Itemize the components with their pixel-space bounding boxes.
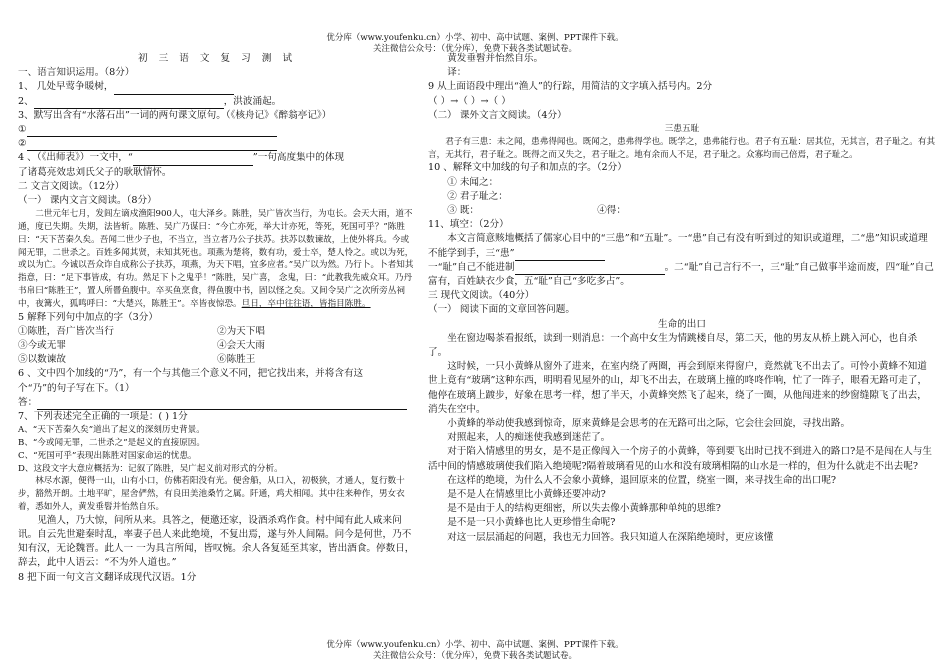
- answer-blank[interactable]: [515, 248, 605, 261]
- question-9: 9 从上面语段中理出“渔人”的行踪，用简洁的文字填入括号内。2分: [428, 81, 713, 93]
- question-3-line-a: ①: [18, 123, 416, 137]
- right-column: [428, 52, 936, 545]
- question-8: 8 把下面一句文言文翻译成现代汉语。1分: [18, 571, 197, 583]
- article-paragraph: 这时候，一只小黄蜂从窗外了进来，在室内绕了两圈，再会到原来得窗户，竟然就飞不出去了。可怜小黄蜂不知道世上竟有“玻璃”这种东西，明明看见屋外的山，却飞不出去，在玻璃上撞的咚咚作响，忙了一阵子，眼看无路可走了，他停在玻璃上踱步，好象在思考一样，想了半天，小黄蜂突然飞了起来，绕了一圈，从他闯进来的纱窗缝隙飞了出去，消失在空中。: [428, 361, 928, 415]
- article-paragraph: 坐在窗边喝茶看报纸，读到一则消息：一个高中女生为情跳楼自尽，第二天，他的男友从桥上跳入河心，也自杀了。: [428, 332, 918, 359]
- answer-blank[interactable]: [133, 153, 253, 166]
- answer-blank[interactable]: [34, 96, 224, 109]
- passage-taohuayuan-1: 林尽水源，便得一山，山有小口，仿佛若阳没有光。便舍船，从口入，初极狭，才通人，复行数十步，豁然开朗。土地平旷，屋舍俨然，有良田美池桑竹之属。阡通，鸡犬相闻。其中往来种作，男女衣着，悉如外人，黄发垂髫并怡然自乐。: [18, 476, 405, 513]
- subsection-3-1-heading: （一） 阅读下面的文章回答问题。: [428, 304, 575, 316]
- question-6-cont: 个“乃”的句子写在下。（1）: [18, 382, 135, 394]
- article-paragraph: 小黄蜂的举动使我感到惊奇，原来黄蜂是会思考的在无路可出之际，它会往会回旋，寻找出路。: [447, 418, 851, 430]
- question-5-items: [18, 325, 416, 368]
- footer-line-1: 优分库（www.youfenku.cn）小学、初中、高中试题、案例、PPT课件下载。: [326, 640, 624, 650]
- article-paragraph: 在这样的绝境，为什么人不会象小黄蜂，退回原来的位置，绕室一圈，来寻找生命的出口呢?: [447, 474, 837, 486]
- question-6-answer: 答：: [18, 396, 416, 410]
- question-1: 1、 几处早莺争暖树，: [18, 80, 416, 94]
- passage-title-sanhuan: 三患五耻: [664, 124, 700, 135]
- article-paragraph: 是不是由于人的结构更细密，所以失去像小黄蜂那种单纯的思维?: [447, 503, 721, 515]
- q5-item: ③今或无罪: [18, 340, 66, 352]
- question-6: 6 、文中四个加线的“乃”，有一个与其他三个意义不同，把它找出来，并将含有这: [18, 368, 364, 380]
- answer-blank[interactable]: [515, 262, 665, 275]
- passage-sanhuan: 君子有三患：未之闻，患弗得闻也。既闻之，患弗得学也。既学之，患弗能行也。君子有五耻：居其位，无其言，君子耻之。有其言，无其行，君子耻之。既得之而又失之，君子耻之。地有余而人不足，君子耻之。众寡均而己倍焉，君子耻之。: [428, 136, 936, 160]
- question-4-cont: 了诸葛亮效忠刘氏父子的耿耿情怀。: [18, 166, 172, 178]
- question-3: 3、默写出含有“水落石出”一词的两句课文原句。（《核舟记》《醉翁亭记》）: [18, 109, 332, 121]
- question-7: 7、下列表述完全正确的一项是：( ) 1分: [18, 411, 188, 423]
- q5-item: ②为天下唱: [217, 325, 265, 337]
- question-11-text: 本文言简意赅地概括了儒家心目中的“三患”和“五耻”。一“患”自己有没有听到过的知识或道理，二“患”知识或道理不能学到手，三“患”: [428, 232, 936, 260]
- answer-blank[interactable]: [27, 138, 277, 151]
- article-paragraph: 对于陷入情感里的男女，是不是正像闯入一个房子的小黄蜂，等到要飞出时已找不到进入的路口?是不是闯在人与生活中间的情感玻璃使我们陷入绝境呢?隔着玻璃看见的山水和没有玻璃相隔的山水是一样的，但为什么就走不出去呢?: [428, 446, 933, 472]
- footer-line-2: 关注微信公众号：（优分库），免费下载各类试题试卷。: [372, 651, 577, 661]
- q5-item: ⑥陈胜王: [217, 354, 256, 366]
- page-footer: [0, 640, 950, 662]
- passage-taohuayuan-2: 见渔人，乃大惊，问所从来。具答之，便邀还家，设酒杀鸡作食。村中闻有此人咸来问讯。自云先世避秦时乱，率妻子邑人来此绝境，不复出焉，遂与外人间隔。问今是何世，乃不知有汉，无论魏晋。此人一 一为具言所闻，皆叹惋。余人各复延至其家，皆出酒食。停数日，辞去，此中人语云：“不为外人道也。”: [18, 514, 415, 569]
- header-line-1: 优分库（www.youfenku.cn）小学、初中、高中试题、案例、PPT课件下载。: [326, 33, 624, 43]
- q5-item: ④会天大雨: [217, 340, 265, 352]
- option-c: C、“死国可乎”表现出陈胜对国家命运的忧患。: [18, 450, 197, 461]
- option-b: B、“今或闻无罪，二世杀之”是起义的直接原因。: [18, 438, 205, 449]
- answer-blank[interactable]: [114, 82, 234, 95]
- article-paragraph: 是不是一只小黄蜂也比人更珍惜生命呢?: [447, 517, 616, 529]
- question-11-text-2: 一“耻”自己不能进制 。二“耻”自己言行不一，三“耻”自己做事半途而废，四“耻”自己富有，百姓缺衣少食，五“耻”自己“多吃多占”。: [428, 261, 934, 288]
- option-d: D、这段文字大意应概括为：记叙了陈胜，吴广起义前对形式的分析。: [18, 463, 283, 474]
- translate-label: 译：: [447, 67, 467, 79]
- article-paragraph: 对这一层层涌起的问题，我也无力回答。我只知道人在深陷绝境时，更应该懂: [447, 531, 774, 543]
- q10-item-4: ④得：: [597, 205, 626, 217]
- header-line-2: 关注微信公众号：（优分库），免费下载各类试题试卷。: [372, 44, 577, 54]
- exam-title: 初 三 语 文 复 习 测 试: [137, 53, 297, 64]
- q10-items-3-4: [428, 204, 936, 218]
- q5-item: ①陈胜，吾广皆次当行: [18, 325, 114, 337]
- answer-blank[interactable]: [37, 397, 407, 410]
- q10-item-3: ③ 既：: [447, 205, 480, 217]
- left-column: [18, 52, 416, 585]
- article-title: 生命的出口: [658, 318, 706, 330]
- question-5: 5 解释下列句中加点的字（3分）: [18, 311, 158, 323]
- question-10: 10 、解释文中加线的句子和加点的字。（2分）: [428, 162, 627, 174]
- q5-item: ⑤以数谏故: [18, 354, 66, 366]
- subsection-2-2-heading: （二） 课外文言文阅读。（4分）: [428, 109, 567, 121]
- question-4: 4 、（《出师表》）一文中，“ ”一句高度集中的体现: [18, 151, 416, 165]
- underlined-sentence: 旦日，卒中往往语，皆指目陈胜。: [241, 298, 371, 309]
- section-3-heading: 三 现代文阅读。（40分）: [428, 290, 535, 302]
- question-9-blanks: （ ）→（ ）→（ ）: [428, 95, 511, 107]
- question-3-line-b: ②: [18, 137, 416, 151]
- question-2: 2、 ，洪波涌起。: [18, 95, 416, 109]
- section-2-heading: 二 文言文阅读。（12分）: [18, 180, 125, 192]
- answer-blank[interactable]: [27, 124, 277, 137]
- option-a: A、“天下苦秦久矣”道出了起义的深刻历史背景。: [18, 425, 205, 436]
- article-paragraph: 是不是人在情感里比小黄蜂还要冲动?: [447, 489, 606, 501]
- section-1-heading: 一、语言知识运用。（8分）: [18, 67, 135, 79]
- passage-chenshe: 二世元年七月，发闾左谪戍渔阳900人，屯大泽乡。陈胜，吴广皆次当行，为屯长。会天大雨，道不通，度已失期。失期，法皆斩。陈胜、吴广乃谋曰：“今亡亦死，举大计亦死，等死，死国可乎？”陈胜曰：“天下苦秦久矣。吾闻二世少子也，不当立，当立者乃公子扶苏。扶苏以数谏故，上使外将兵。今或闻无罪，二世杀之。百姓多闻其贤，未知其死也。项燕为楚将，数有功，爱士卒，楚人怜之。或以为死，或以为亡。今诚以吾众诈自成称公子扶苏，项燕，为天下唱，宜多应者。”吴广以为然。乃行卜。卜者知其指意，曰：“足下事皆成，有功。然足下卜之鬼乎！”陈胜，吴广喜， 念鬼，曰：“此教我先威众耳。乃丹书帛曰“陈胜王”，置人所罾鱼腹中。卒买鱼烹食，得鱼腹中书，固以怪之矣。又间令吴广之次所旁丛祠中，夜篝火，狐鸣呼曰：“大楚兴，陈胜王”。卒皆夜惊恐。旦日，卒中往往语，皆指目陈胜。: [18, 209, 414, 309]
- subsection-2-1-heading: （一） 课内文言文阅读。（8分）: [18, 195, 157, 207]
- article-paragraph: 对照起来，人的痴迷使我感到迷茫了。: [447, 432, 611, 444]
- question-11: 11、填空：（2分）: [428, 219, 509, 231]
- q10-item-2: ② 君子耻之：: [447, 190, 508, 202]
- translate-sentence: 黄发垂髫并怡然自乐。: [447, 53, 544, 64]
- q10-item-1: ① 未闻之：: [447, 176, 499, 188]
